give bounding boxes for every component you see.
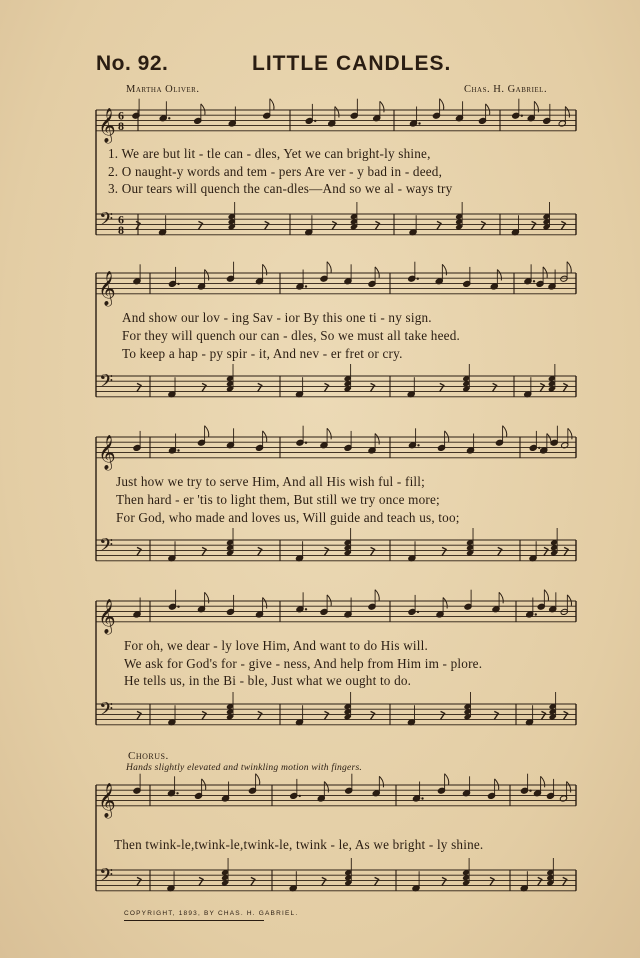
- eighth-rest: [564, 547, 568, 555]
- note-flag: [263, 431, 267, 442]
- treble-clef-icon: 𝄞: [98, 598, 116, 634]
- eighth-rest: [538, 877, 542, 885]
- eighth-rest: [202, 547, 206, 555]
- note-flag: [379, 776, 383, 787]
- augmentation-dot: [417, 611, 419, 613]
- note-flag: [442, 264, 446, 275]
- eighth-rest: [541, 711, 545, 719]
- eighth-rest: [375, 877, 379, 885]
- eighth-rest: [437, 221, 441, 229]
- lyric-line: Then hard - er 'tis to light them, But still we try once more;: [116, 492, 440, 507]
- augmentation-dot: [305, 285, 307, 287]
- eighth-rest: [265, 221, 269, 229]
- note-flag: [202, 779, 206, 790]
- eighth-rest: [490, 877, 494, 885]
- note-flag: [565, 107, 569, 118]
- augmentation-dot: [305, 608, 307, 610]
- lyric-line: And show our lov - ing Sav - ior By this one ti - ny sign.: [122, 310, 432, 325]
- lyric-line: 3. Our tears will quench the can-dles—And so we al - ways try: [108, 181, 453, 196]
- note-flag: [568, 428, 572, 439]
- note-flag: [324, 782, 328, 793]
- eighth-rest: [371, 383, 375, 391]
- eighth-rest: [199, 877, 203, 885]
- eighth-rest: [137, 547, 141, 555]
- augmentation-dot: [535, 613, 537, 615]
- eighth-rest: [137, 877, 141, 885]
- augmentation-dot: [299, 795, 301, 797]
- lyric-line: We ask for God's for - give - ness, And help from Him im - plore.: [124, 656, 483, 671]
- note-flag: [327, 595, 331, 606]
- note-flag: [486, 104, 490, 115]
- note-flag: [263, 264, 267, 275]
- eighth-rest: [563, 383, 567, 391]
- note-flag: [205, 426, 209, 437]
- eighth-rest: [202, 711, 206, 719]
- note-flag: [503, 426, 507, 437]
- bass-clef-icon: 𝄢: [99, 699, 114, 725]
- copyright-notice: COPYRIGHT, 1893, BY CHAS. H. GABRIEL.: [124, 910, 299, 917]
- eighth-rest: [137, 383, 141, 391]
- bass-clef-icon: 𝄢: [99, 535, 114, 561]
- hymn-title: LITTLE CANDLES.: [252, 52, 452, 75]
- note-flag: [327, 428, 331, 439]
- note-flag: [443, 598, 447, 609]
- eighth-rest: [258, 383, 262, 391]
- lyric-line: To keep a hap - py spir - it, And nev - er fret or cry.: [122, 346, 403, 361]
- hymn-number: No. 92.: [96, 52, 169, 75]
- eighth-rest: [563, 877, 567, 885]
- augmentation-dot: [177, 449, 179, 451]
- augmentation-dot: [305, 442, 307, 444]
- note-flag: [567, 595, 571, 606]
- note-flag: [256, 774, 260, 785]
- note-flag: [567, 262, 571, 273]
- eighth-rest: [332, 221, 336, 229]
- note-flag: [499, 592, 503, 603]
- eighth-rest: [137, 711, 141, 719]
- chorus-label: Chorus.: [128, 750, 169, 762]
- treble-clef-icon: 𝄞: [98, 107, 116, 143]
- augmentation-dot: [417, 278, 419, 280]
- eighth-rest: [544, 547, 548, 555]
- treble-clef-icon: 𝄞: [98, 270, 116, 306]
- eighth-rest: [441, 711, 445, 719]
- note-flag: [270, 99, 274, 110]
- eighth-rest: [324, 711, 328, 719]
- note-flag: [263, 598, 267, 609]
- treble-clef-icon: 𝄞: [98, 782, 116, 818]
- eighth-rest: [258, 711, 262, 719]
- eighth-rest: [481, 221, 485, 229]
- eighth-rest: [561, 221, 565, 229]
- eighth-rest: [322, 877, 326, 885]
- note-flag: [327, 262, 331, 273]
- eighth-rest: [498, 547, 502, 555]
- augmentation-dot: [521, 115, 523, 117]
- lyric-line: For they will quench our can - dles, So we must all take heed.: [122, 328, 460, 343]
- augmentation-dot: [176, 792, 178, 794]
- eighth-rest: [442, 877, 446, 885]
- bass-clef-icon: 𝄢: [99, 865, 114, 891]
- treble-clef-icon: 𝄞: [98, 434, 116, 470]
- lyric-line: 1. We are but lit - tle can - dles, Yet we can bright-ly shine,: [108, 146, 431, 161]
- augmentation-dot: [421, 797, 423, 799]
- eighth-rest: [202, 383, 206, 391]
- note-flag: [375, 590, 379, 601]
- eighth-rest: [324, 547, 328, 555]
- copyright-rule: [124, 920, 264, 921]
- lyric-line: 2. O naught-y words and tem - pers Are ver - y bad in - deed,: [108, 164, 443, 179]
- note-flag: [543, 267, 547, 278]
- note-flag: [440, 99, 444, 110]
- eighth-rest: [198, 221, 202, 229]
- note-flag: [495, 779, 499, 790]
- eighth-rest: [493, 383, 497, 391]
- time-signature: 6: [118, 108, 124, 123]
- note-flag: [375, 434, 379, 445]
- note-flag: [445, 774, 449, 785]
- time-signature: 6: [118, 212, 124, 227]
- lyric-line: He tells us, in the Bi - ble, Just what we ought to do.: [124, 673, 412, 688]
- note-flag: [544, 590, 548, 601]
- note-flag: [375, 267, 379, 278]
- augmentation-dot: [538, 447, 540, 449]
- bass-clef-icon: 𝄢: [99, 371, 114, 397]
- eighth-rest: [532, 221, 536, 229]
- eighth-rest: [251, 877, 255, 885]
- note-flag: [534, 101, 538, 112]
- eighth-rest: [324, 383, 328, 391]
- lyric-line: For God, who made and loves us, Will guide and teach us, too;: [116, 510, 460, 525]
- eighth-rest: [442, 547, 446, 555]
- time-signature: 8: [118, 118, 124, 133]
- augmentation-dot: [417, 444, 419, 446]
- lyric-line: For oh, we dear - ly love Him, And want to do His will.: [124, 638, 429, 653]
- eighth-rest: [371, 547, 375, 555]
- eighth-rest: [371, 711, 375, 719]
- note-flag: [567, 782, 571, 793]
- composer-credit: Chas. H. Gabriel.: [464, 84, 548, 95]
- note-flag: [445, 431, 449, 442]
- note-flag: [205, 270, 209, 281]
- note-flag: [380, 101, 384, 112]
- eighth-rest: [564, 711, 568, 719]
- augmentation-dot: [177, 283, 179, 285]
- note-flag: [335, 107, 339, 118]
- lyricist-credit: Martha Oliver.: [126, 84, 200, 95]
- chorus-lyric: Then twink-le,twink-le,twink-le, twink - le, As we bright - ly shine.: [114, 837, 484, 852]
- eighth-rest: [540, 383, 544, 391]
- augmentation-dot: [529, 790, 531, 792]
- augmentation-dot: [418, 122, 420, 124]
- lyric-line: Just how we try to serve Him, And all His wish ful - fill;: [116, 474, 426, 489]
- augmentation-dot: [168, 117, 170, 119]
- augmentation-dot: [533, 280, 535, 282]
- note-flag: [205, 592, 209, 603]
- eighth-rest: [440, 383, 444, 391]
- eighth-rest: [375, 221, 379, 229]
- time-signature: 8: [118, 222, 124, 237]
- performance-direction: Hands slightly elevated and twinkling motion with fingers.: [126, 762, 362, 773]
- bass-clef-icon: 𝄢: [99, 209, 114, 235]
- note-flag: [541, 776, 545, 787]
- augmentation-dot: [314, 120, 316, 122]
- augmentation-dot: [177, 606, 179, 608]
- eighth-rest: [258, 547, 262, 555]
- note-flag: [497, 270, 501, 281]
- eighth-rest: [494, 711, 498, 719]
- note-flag: [201, 104, 205, 115]
